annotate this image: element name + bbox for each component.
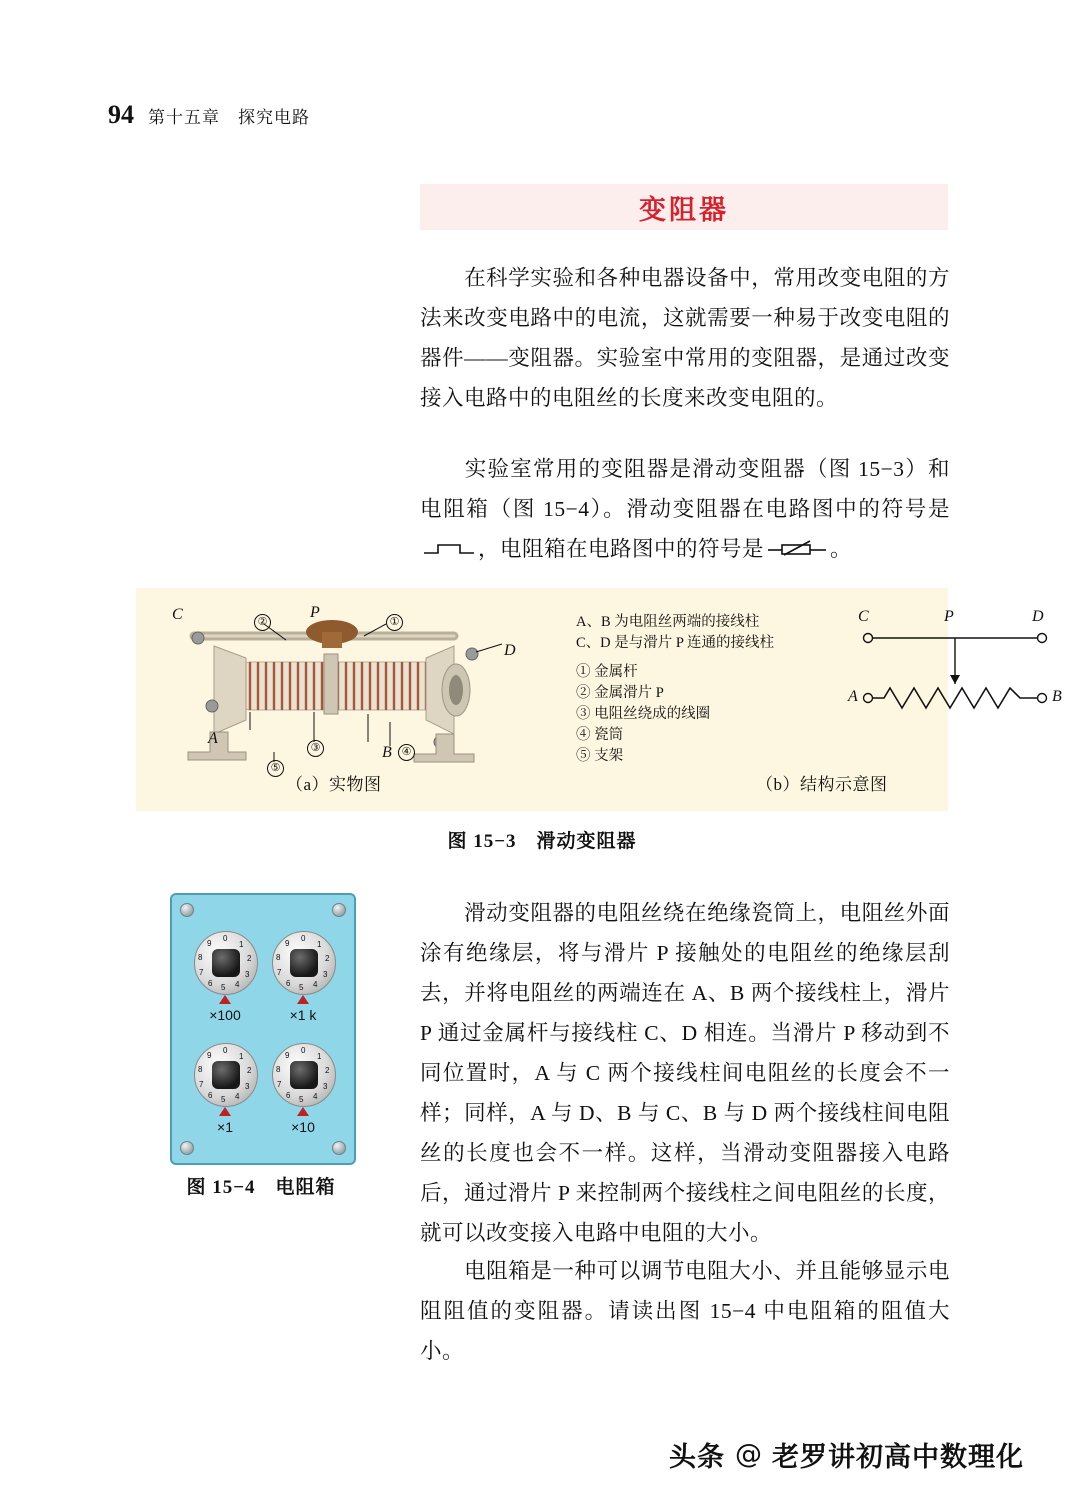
figure-15-3-sub-b: （b）结构示意图 (756, 775, 888, 794)
photo-callout-4: ④ (398, 744, 415, 761)
watermark-name: 老罗讲初高中数理化 (772, 1442, 1024, 1473)
paragraph-2-text-a: 实验室常用的变阻器是滑动变阻器（图 15−3）和电阻箱（图 15−4）。滑动变阻器在电路图中的符号是 (420, 457, 950, 521)
photo-callout-2: ② (254, 614, 271, 631)
dial-digit: 2 (325, 1066, 330, 1075)
dial-digit: 6 (208, 979, 213, 988)
dial-digit: 1 (239, 1052, 244, 1061)
dial-digit: 0 (223, 934, 228, 943)
schematic-label-C: C (858, 608, 869, 625)
dial-knob-x100[interactable] (212, 949, 240, 977)
dial-x1[interactable] (194, 1043, 258, 1107)
photo-label-C: C (172, 606, 183, 623)
page-number: 94 (108, 100, 134, 129)
dial-x1k[interactable] (272, 931, 336, 995)
dial-digit: 0 (223, 1046, 228, 1055)
photo-label-B: B (382, 744, 392, 761)
photo-label-A: A (208, 730, 218, 747)
dial-digit: 5 (221, 983, 226, 992)
legend-item-6: ⑤ 支架 (576, 748, 624, 764)
dial-pointer-x1k (297, 995, 309, 1004)
screw-icon-bl (180, 1141, 194, 1155)
dial-digit: 8 (276, 1065, 281, 1074)
dial-digit: 4 (235, 980, 240, 989)
figure-15-3-caption: 图 15−3 滑动变阻器 (447, 831, 637, 852)
dial-digit: 1 (239, 940, 244, 949)
dial-digit: 2 (247, 954, 252, 963)
dial-digit: 9 (285, 1051, 290, 1060)
dial-digit: 7 (199, 1080, 204, 1089)
schematic-label-P: P (944, 608, 954, 625)
dial-pointer-x10 (297, 1107, 309, 1116)
paragraph-1-text: 在科学实验和各种电器设备中，常用改变电阻的方法来改变电路中的电流，这就需要一种易于改变电阻的器件——变阻器。实验室中常用的变阻器，是通过改变接入电路中的电阻丝的长度来改变电阻的。 (420, 266, 950, 410)
dial-multiplier-x100: ×100 (209, 1007, 241, 1023)
figure-15-4 (170, 893, 356, 1165)
dial-digit: 8 (276, 953, 281, 962)
schematic-label-B: B (1052, 688, 1062, 705)
dial-knob-x1k[interactable] (290, 949, 318, 977)
dial-knob-x1[interactable] (212, 1061, 240, 1089)
dial-digit: 6 (286, 1091, 291, 1100)
legend-item-3: ② 金属滑片 P (576, 685, 664, 701)
dial-digit: 8 (198, 1065, 203, 1074)
dial-digit: 8 (198, 953, 203, 962)
dial-digit: 4 (313, 980, 318, 989)
dial-digit: 7 (277, 968, 282, 977)
screw-icon-tr (332, 903, 346, 917)
screw-icon-tl (180, 903, 194, 917)
paragraph-2-text-b: ，电阻箱在电路图中的符号是 (478, 537, 765, 561)
legend-item-1: C、D 是与滑片 P 连通的接线柱 (576, 635, 775, 651)
paragraph-2-container (420, 449, 950, 571)
figure-15-3-sub-a: （a）实物图 (286, 775, 382, 794)
figure-15-4-caption: 图 15−4 电阻箱 (186, 1177, 336, 1198)
screw-icon-br (332, 1141, 346, 1155)
dial-digit: 9 (207, 1051, 212, 1060)
dial-x10[interactable] (272, 1043, 336, 1107)
photo-label-D: D (504, 642, 516, 659)
dial-digit: 5 (221, 1095, 226, 1104)
dial-multiplier-x1: ×1 (217, 1119, 233, 1135)
watermark (669, 1435, 1024, 1474)
dial-digit: 0 (301, 934, 306, 943)
schematic-label-D: D (1032, 608, 1044, 625)
paragraph-4-text: 电阻箱是一种可以调节电阻大小、并且能够显示电阻阻值的变阻器。请读出图 15−4 中电阻箱的阻值大小。 (420, 1259, 950, 1363)
dial-digit: 5 (299, 1095, 304, 1104)
dial-digit: 9 (285, 939, 290, 948)
dial-digit: 1 (317, 1052, 322, 1061)
dial-knob-x10[interactable] (290, 1061, 318, 1089)
dial-pointer-x1 (219, 1107, 231, 1116)
watermark-logo: 头条 (669, 1442, 725, 1473)
paragraph-2-text-c: 。 (830, 537, 853, 561)
paragraph-1-container (420, 258, 950, 418)
paragraph-1 (420, 258, 950, 418)
paragraph-3-text: 滑动变阻器的电阻丝绕在绝缘瓷筒上，电阻丝外面涂有绝缘层，将与滑片 P 接触处的电阻丝的绝缘层刮去，并将电阻丝的两端连在 A、B 两个接线柱上，滑片 P 通过金属杆与接线柱 C、D 相连。当滑片 P 移动到不同位置时，A 与 C 两个接线柱间电阻丝的长度会不一样；同样，A 与 D、B 与 C、B 与 D 两个接线柱间电阻丝的长度也会不一样。这样，当滑动变阻器接入电路后，通过滑片 P 来控制两个接线柱之间电阻丝的长度，就可以改变接入电路中电阻的大小。 (420, 901, 950, 1245)
dial-x100[interactable] (194, 931, 258, 995)
dial-digit: 9 (207, 939, 212, 948)
dial-digit: 4 (235, 1092, 240, 1101)
dial-pointer-x100 (219, 995, 231, 1004)
dial-digit: 7 (277, 1080, 282, 1089)
paragraph-4 (420, 1251, 950, 1371)
dial-digit: 3 (245, 970, 250, 979)
rheostat-photo (154, 602, 554, 782)
dial-digit: 6 (208, 1091, 213, 1100)
figure-15-3-legend (576, 612, 774, 767)
photo-callout-5: ⑤ (267, 760, 284, 777)
chapter-title: 第十五章 探究电路 (148, 108, 310, 127)
paragraph-2 (420, 449, 950, 571)
schematic-label-A: A (848, 688, 858, 705)
dial-digit: 3 (245, 1082, 250, 1091)
legend-item-2: ① 金属杆 (576, 664, 638, 680)
dial-digit: 2 (247, 1066, 252, 1075)
dial-digit: 3 (323, 970, 328, 979)
legend-item-0: A、B 为电阻丝两端的接线柱 (576, 614, 760, 630)
rheostat-schematic (848, 608, 1062, 736)
figure-15-3 (136, 588, 1062, 811)
page-header (108, 100, 310, 130)
dial-digit: 4 (313, 1092, 318, 1101)
dial-multiplier-x10: ×10 (291, 1119, 315, 1135)
dial-digit: 2 (325, 954, 330, 963)
section-title: 变阻器 (639, 194, 729, 226)
dial-multiplier-x1k: ×1 k (289, 1007, 317, 1023)
dial-digit: 3 (323, 1082, 328, 1091)
dial-digit: 6 (286, 979, 291, 988)
dial-digit: 0 (301, 1046, 306, 1055)
section-title-band (420, 184, 948, 230)
dial-digit: 1 (317, 940, 322, 949)
paragraph-3 (420, 893, 950, 1253)
dial-digit: 5 (299, 983, 304, 992)
dial-digit: 7 (199, 968, 204, 977)
photo-callout-1: ① (386, 614, 403, 631)
rheostat-symbol-icon (422, 531, 476, 571)
resistance-box-symbol-icon (766, 531, 828, 571)
photo-label-P: P (310, 604, 320, 621)
photo-callout-3: ③ (307, 740, 324, 757)
watermark-at: @ (735, 1439, 762, 1470)
legend-item-4: ③ 电阻丝绕成的线圈 (576, 706, 711, 722)
legend-item-5: ④ 瓷筒 (576, 727, 624, 743)
